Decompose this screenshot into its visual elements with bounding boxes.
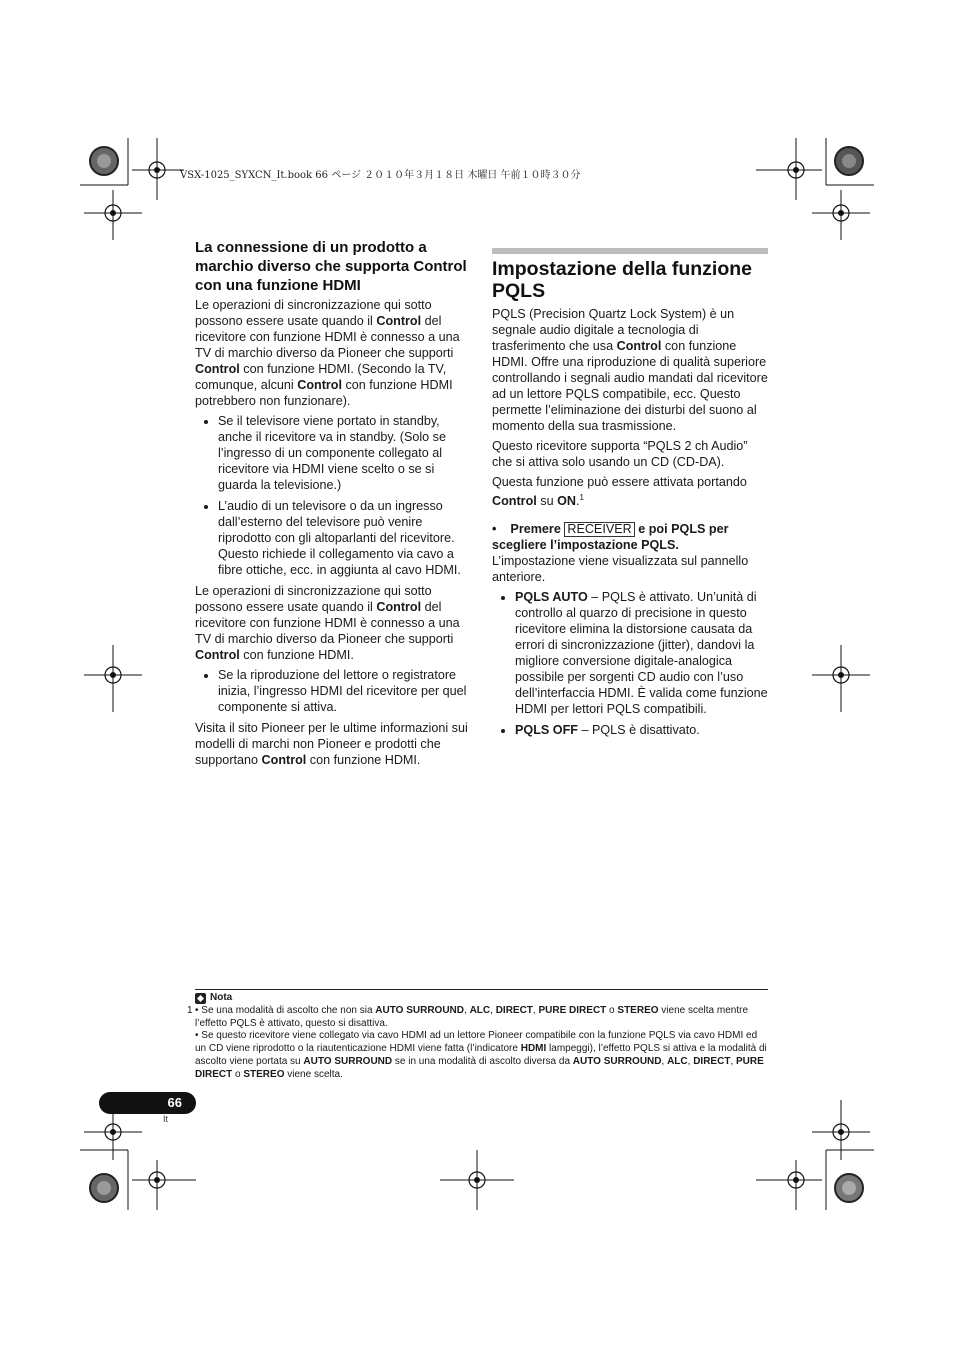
note-icon <box>195 993 206 1004</box>
paragraph-visit: Visita il sito Pioneer per le ultime informazioni sui modelli di marchi non Pioneer e prodotti che supportano Control con funzione HDMI. <box>195 721 468 767</box>
option-list <box>492 589 768 738</box>
section-rule <box>492 248 768 254</box>
left-column <box>195 238 470 772</box>
paragraph-display: L’impostazione viene visualizzata sul pannello anteriore. <box>492 554 749 585</box>
paragraph-intro: Le operazioni di sincronizzazione qui sotto possono essere usate quando il Control del ricevitore con funzione HDMI è connesso a una TV di marchio diverso da Pioneer che supporti Control con funzione HDMI. (Secondo la TV, comunque, alcuni Control con funzione HDMI potrebbero non funzionare). <box>195 298 460 408</box>
step-instruction: • Premere RECEIVER e poi PQLS per scegliere l’impostazione PQLS. <box>492 522 729 553</box>
receiver-key: RECEIVER <box>564 522 634 537</box>
footnotes <box>187 989 768 1082</box>
note-item-1: 1 • Se una modalità di ascolto che non sia AUTO SURROUND, ALC, DIRECT, PURE DIRECT o STEREO viene scelta mentre l’effetto PQLS è attivato, questo si disattiva. <box>187 1004 749 1029</box>
list-item: • Se il televisore viene portato in standby, anche il ricevitore va in standby. (Solo se l’ingresso di un componente collegato al ricevitore via HDMI viene scelto o se si guarda la televisione.) <box>218 413 470 493</box>
paragraph-sync: Le operazioni di sincronizzazione qui sotto possono essere usate quando il Control del ricevitore con funzione HDMI è connesso a una TV di marchio diverso da Pioneer che supporti Control con funzione HDMI. <box>195 584 460 662</box>
list-item: • L’audio di un televisore o da un ingresso dall’esterno del televisore può venire riprodotto con gli altoparlanti del ricevitore. Questo richiede il collegamento via cavo a fibre ottiche, ecc. in aggiunta al cavo HDMI. <box>218 498 470 578</box>
option-pqls-auto: • PQLS AUTO – PQLS è attivato. Un’unità di controllo al quarzo di precisione in questo ricevitore elimina la distorsione causata da errori di sincronizzazione (jitter), dandovi la migliore conversione digitale-analogica possibile per sorgenti CD audio con l’uso dell’interfaccia HDMI. È valida come funzione HDMI per lettori PQLS compatibili. <box>515 589 768 717</box>
language-code: It <box>163 1114 169 1124</box>
bullet-list-2 <box>195 667 470 715</box>
paragraph-pqls-intro: PQLS (Precision Quartz Lock System) è un segnale audio digitale a tecnologia di trasferimento che usa Control con funzione HDMI. Offre una riproduzione di qualità superiore controllando i segnali audio mandati dal ricevitore ad un lettore PQLS compatibile, ecc. Questo permette l’eliminazione dei disturbi del suono al momento della sua trasmissione. <box>492 307 768 433</box>
paragraph-pqls-support: Questo ricevitore supporta “PQLS 2 ch Audio” che si attiva solo usando un CD (CD-DA). <box>492 439 748 469</box>
paragraph-pqls-activate: Questa funzione può essere attivata portando Control su ON.$^1$ <box>492 475 747 509</box>
right-column <box>492 248 768 743</box>
page-number-badge: 66 <box>99 1092 196 1114</box>
section-heading-other-brand: La connessione di un prodotto a marchio diverso che supporta Control con una funzione HDMI <box>195 239 467 294</box>
bullet-list-1 <box>195 413 470 578</box>
print-header: VSX-1025_SYXCN_It.book 66 ページ ２０１０年３月１８日 木曜日 午前１０時３０分 <box>180 170 581 181</box>
list-item: • Se la riproduzione del lettore o registratore inizia, l’ingresso HDMI del ricevitore per quel componente si attiva. <box>218 667 470 715</box>
option-pqls-off: • PQLS OFF – PQLS è disattivato. <box>515 722 768 738</box>
section-heading-pqls: Impostazione della funzione PQLS <box>492 258 753 302</box>
note-item-2: • Se questo ricevitore viene collegato via cavo HDMI ad un lettore Pioneer compatibile con la funzione PQLS via cavo HDMI ed un CD viene riprodotto o la riautenticazione HDMI viene fatta (l’indicatore HDMI lampeggi), l’effetto PQLS si attiva e la modalità di ascolto viene portata su AUTO SURROUND se in una modalità di ascolto diversa da AUTO SURROUND, ALC, DIRECT, PURE DIRECT o STEREO viene scelta. <box>195 1030 767 1080</box>
note-heading: Nota <box>195 992 768 1005</box>
